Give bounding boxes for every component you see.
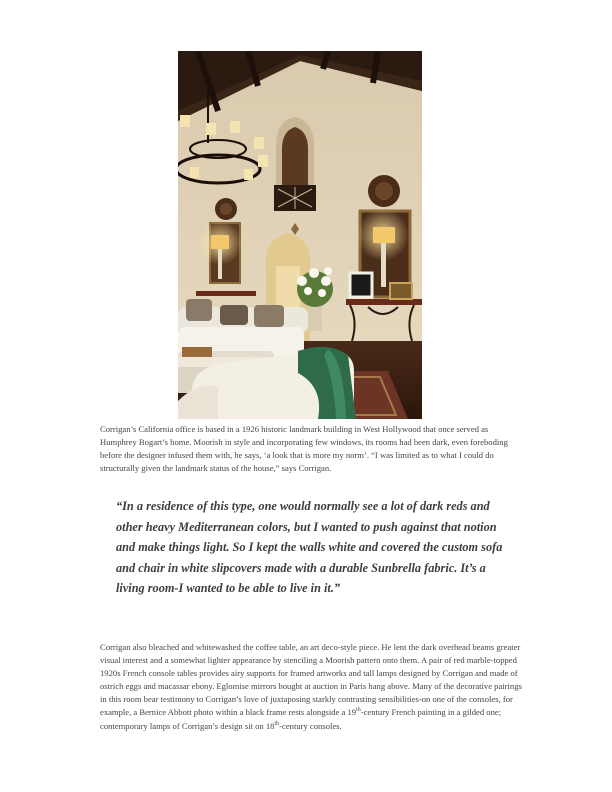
living-room-photo (178, 51, 422, 419)
paragraph-2-text-b: -century French painting in a gilded one; contemporary lamps of Corrigan’s design sit on 18 (100, 707, 502, 731)
superscript-th-b: th (274, 720, 280, 727)
paragraph-2-text-a: Corrigan also bleached and whitewashed the coffee table, an art deco-style piece. He lent the dark overhead beams greater visual interest and a somewhat lighter appearance by stenciling a Moorish pattern onto them. A pair of red marble-topped 1920s French console tables provides airy supports for framed artworks and tall lamps designed by Corrigan and made of ostrich eggs and macassar ebony. Eglomise mirrors bought at auction in Paris hang above. Many of the decorative pairings in this room bear testimony to Corrigan’s love of juxtaposing starkly contrasting sensibilities-on one of the consoles, for example, a Bernice Abbott photo within a black frame rests alongside a 19 (100, 642, 522, 718)
paragraph-2 (100, 641, 524, 733)
paragraph-1: Corrigan’s California office is based in a 1926 historic landmark building in West Hollywood that once served as Humphrey Bogart’s home. Moorish in style and incorporating few windows, its rooms had been dark, even foreboding before the designer infused them with, he says, ‘a look that is more my norm’. “I was limited as to what I could do structurally given the landmark status of the house,” says Corrigan. (100, 424, 508, 474)
superscript-th-a: th (356, 707, 361, 714)
pull-quote: “In a residence of this type, one would normally see a lot of dark reds and other heavy Mediterranean colors, but I wanted to push against that notion and make things light. So I kept the walls white and covered the custom sofa and chair in white slipcovers made with a durable Sunbrella fabric. It’s a living room-I wanted to be able to live in it.” (116, 499, 503, 596)
paragraph-2-text-c: -century consoles. (279, 720, 342, 731)
